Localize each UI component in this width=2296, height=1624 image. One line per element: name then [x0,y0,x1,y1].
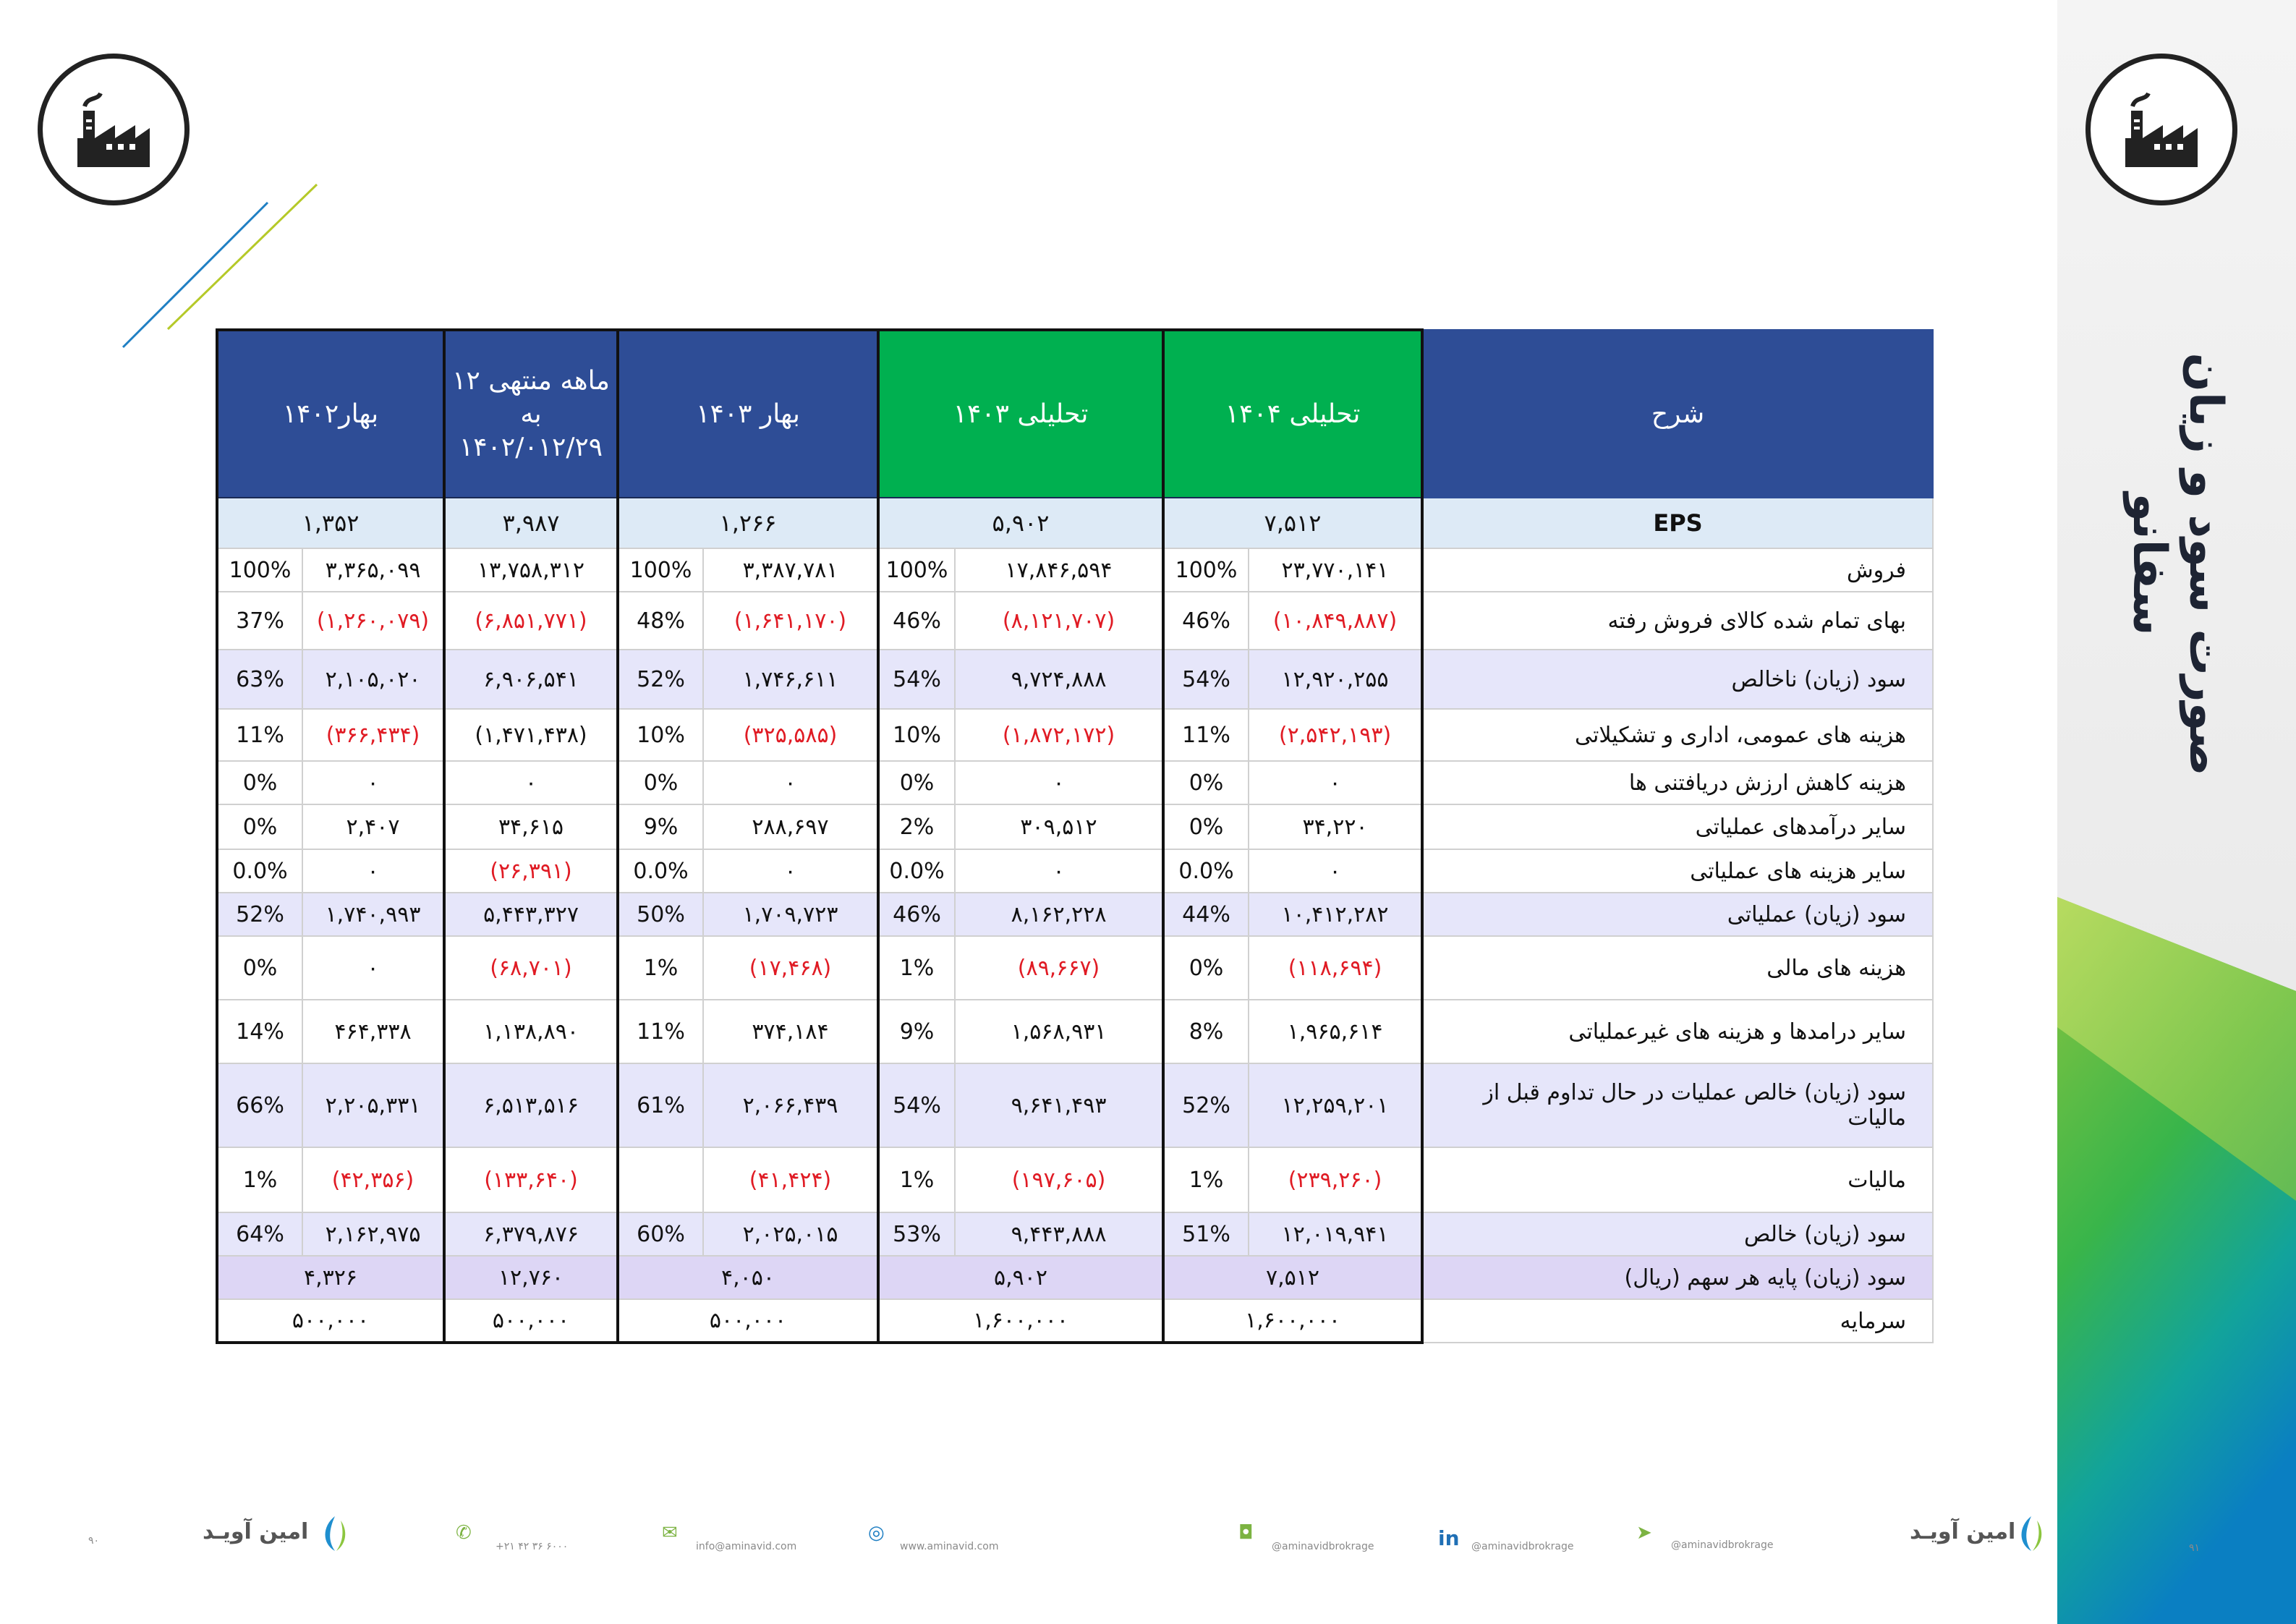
value-cell: ۳۷۴,۱۸۴ [703,1000,878,1063]
pct-cell: 51% [1163,1212,1249,1256]
value-cell: (۶۸,۷۰۱) [444,936,618,1000]
pct-cell: 66% [217,1063,302,1147]
value-cell: ۱۳,۷۵۸,۳۱۲ [444,548,618,592]
value-cell: (۴۱,۴۲۴) [703,1147,878,1212]
value-cell: ۰ [302,849,444,893]
pct-cell: 0.0% [217,849,302,893]
pct-cell: 0% [217,761,302,804]
pct-cell: 100% [1163,548,1249,592]
table-row [217,804,1933,849]
row-label: سود (زیان) پایه هر سهم (ریال) [1422,1256,1933,1299]
table-row [217,761,1933,804]
row-label: سود (زیان) عملیاتی [1422,893,1933,936]
value-cell: ۳۴,۶۱۵ [444,804,618,849]
pct-cell: 0.0% [1163,849,1249,893]
capital-cell: ۱,۶۰۰,۰۰۰ [1163,1299,1422,1343]
eps-rial-cell: ۵,۹۰۲ [878,1256,1163,1299]
table-row [217,849,1933,893]
value-cell: ۲,۲۰۵,۳۳۱ [302,1063,444,1147]
pct-cell: 0% [217,936,302,1000]
pct-cell: 44% [1163,893,1249,936]
eps-cell: ۵,۹۰۲ [878,498,1163,548]
pct-cell: 46% [878,592,955,650]
row-label: بهای تمام شده کالای فروش رفته [1422,592,1933,650]
telegram-icon: ➤ [1636,1522,1652,1544]
pct-cell: 8% [1163,1000,1249,1063]
value-cell: ۲,۱۶۲,۹۷۵ [302,1212,444,1256]
value-cell: (۱۰,۸۴۹,۸۸۷) [1249,592,1422,650]
pct-cell: 9% [618,804,703,849]
value-cell: ۶,۹۰۶,۵۴۱ [444,650,618,709]
eps-rial-cell: ۱۲,۷۶۰ [444,1256,618,1299]
factory-icon [2091,59,2232,200]
value-cell: ۱,۱۳۸,۸۹۰ [444,1000,618,1063]
table-row [217,1000,1933,1063]
pct-cell: 14% [217,1000,302,1063]
pct-cell: 48% [618,592,703,650]
header-description: شرح [1422,330,1933,498]
table-row [217,650,1933,709]
table-row [217,709,1933,761]
row-label: سود (زیان) خالص عملیات در حال تداوم قبل از مالیات [1422,1063,1933,1147]
value-cell: (۲۶,۳۹۱) [444,849,618,893]
brand-name-left: امین آویـد [203,1519,309,1544]
table-row-eps-rial [217,1256,1933,1299]
pct-cell: 0.0% [618,849,703,893]
value-cell: ۱,۹۶۵,۶۱۴ [1249,1000,1422,1063]
footer-email[interactable]: info@aminavid.com [696,1541,797,1552]
pct-cell: 37% [217,592,302,650]
value-cell: (۳۲۵,۵۸۵) [703,709,878,761]
row-label: سایر درآمدهای عملیاتی [1422,804,1933,849]
pct-cell: 100% [878,548,955,592]
value-cell: (۲۳۹,۲۶۰) [1249,1147,1422,1212]
side-title [2105,340,2250,788]
value-cell: ۸,۱۶۲,۲۲۸ [955,893,1163,936]
side-title-line2: سفانو [2122,493,2176,636]
eps-cell: ۱,۳۵۲ [217,498,444,548]
pct-cell: 64% [217,1212,302,1256]
footer-website[interactable]: www.aminavid.com [900,1541,999,1552]
pct-cell: 0% [217,804,302,849]
value-cell: ۲,۴۰۷ [302,804,444,849]
table-row [217,548,1933,592]
pct-cell: 54% [878,1063,955,1147]
side-title-line1: صورت سود و زیان [2179,352,2232,776]
value-cell: (۱۹۷,۶۰۵) [955,1147,1163,1212]
value-cell: ۲,۰۶۶,۴۳۹ [703,1063,878,1147]
row-label: هزینه کاهش ارزش دریافتنی ها [1422,761,1933,804]
value-cell: ۱,۷۴۶,۶۱۱ [703,650,878,709]
footer-instagram[interactable]: @aminavidbrokrage [1272,1541,1374,1552]
row-label: EPS [1422,498,1933,548]
table-row-eps [217,498,1933,548]
pct-cell: 52% [1163,1063,1249,1147]
capital-cell: ۵۰۰,۰۰۰ [217,1299,444,1343]
value-cell: (۱,۶۴۱,۱۷۰) [703,592,878,650]
value-cell: (۴۲,۳۵۶) [302,1147,444,1212]
value-cell: (۱۳۳,۶۴۰) [444,1147,618,1212]
row-label: سایر درامدها و هزینه های غیرعملیاتی [1422,1000,1933,1063]
pct-cell: 46% [1163,592,1249,650]
pct-cell: 1% [878,936,955,1000]
row-label: سایر هزینه های عملیاتی [1422,849,1933,893]
page-number-left: ۹۰ [88,1535,100,1547]
pct-cell: 52% [618,650,703,709]
row-label: مالیات [1422,1147,1933,1212]
table-row [217,592,1933,650]
value-cell: ۰ [955,761,1163,804]
income-statement-table [216,328,1931,1344]
linkedin-icon: in [1438,1526,1460,1550]
pct-cell: 1% [217,1147,302,1212]
eps-rial-cell: ۷,۵۱۲ [1163,1256,1422,1299]
pct-cell: 1% [878,1147,955,1212]
pct-cell [618,1147,703,1212]
row-label: سود (زیان) خالص [1422,1212,1933,1256]
footer-linkedin[interactable]: @aminavidbrokrage [1471,1541,1574,1552]
row-label: هزینه های مالی [1422,936,1933,1000]
value-cell: ۱,۵۶۸,۹۳۱ [955,1000,1163,1063]
pct-cell: 0% [1163,761,1249,804]
value-cell: (۱۷,۴۶۸) [703,936,878,1000]
value-cell: ۵,۴۴۳,۳۲۷ [444,893,618,936]
pct-cell: 0% [1163,804,1249,849]
value-cell: ۳۰۹,۵۱۲ [955,804,1163,849]
eps-cell: ۳,۹۸۷ [444,498,618,548]
value-cell: (۱,۴۷۱,۴۳۸) [444,709,618,761]
capital-cell: ۱,۶۰۰,۰۰۰ [878,1299,1163,1343]
brand-logo-left [315,1513,355,1554]
email-icon: ✉ [662,1522,678,1544]
pct-cell: 63% [217,650,302,709]
value-cell: ۲۸۸,۶۹۷ [703,804,878,849]
pct-cell: 54% [1163,650,1249,709]
pct-cell: 11% [618,1000,703,1063]
phone-icon: ✆ [456,1522,472,1544]
value-cell: ۱۲,۹۲۰,۲۵۵ [1249,650,1422,709]
value-cell: (۱۱۸,۶۹۴) [1249,936,1422,1000]
table-row-capital [217,1299,1933,1343]
pct-cell: 1% [1163,1147,1249,1212]
value-cell: ۹,۶۴۱,۴۹۳ [955,1063,1163,1147]
pct-cell: 1% [618,936,703,1000]
value-cell: ۱۰,۴۱۲,۲۸۲ [1249,893,1422,936]
value-cell: ۱۲,۲۵۹,۲۰۱ [1249,1063,1422,1147]
value-cell: ۰ [1249,849,1422,893]
table-row [217,936,1933,1000]
pct-cell: 0% [618,761,703,804]
value-cell: ۳۴,۲۲۰ [1249,804,1422,849]
eps-rial-cell: ۴,۰۵۰ [618,1256,878,1299]
pct-cell: 11% [217,709,302,761]
footer-phone: +۲۱ ۴۲ ۳۶ ۶۰۰۰ [496,1541,569,1552]
pct-cell: 2% [878,804,955,849]
footer-telegram[interactable]: @aminavidbrokrage [1671,1539,1774,1551]
value-cell: ۶,۳۷۹,۸۷۶ [444,1212,618,1256]
row-label: فروش [1422,548,1933,592]
pct-cell: 0.0% [878,849,955,893]
value-cell: ۰ [703,849,878,893]
value-cell: ۴۶۴,۳۳۸ [302,1000,444,1063]
table-row [217,1063,1933,1147]
pct-cell: 100% [217,548,302,592]
value-cell: ۹,۴۴۳,۸۸۸ [955,1212,1163,1256]
side-gradient-decoration [2057,897,2296,1624]
pct-cell: 9% [878,1000,955,1063]
value-cell: (۶,۸۵۱,۷۷۱) [444,592,618,650]
value-cell: (۲,۵۴۲,۱۹۳) [1249,709,1422,761]
factory-icon [43,59,184,200]
brand-name-right: امین آویـد [1910,1519,2016,1544]
pct-cell: 50% [618,893,703,936]
row-label: هزینه های عمومی، اداری و تشکیلاتی [1422,709,1933,761]
pct-cell: 52% [217,893,302,936]
value-cell: ۱۲,۰۱۹,۹۴۱ [1249,1212,1422,1256]
table-row [217,893,1933,936]
value-cell: ۰ [302,761,444,804]
value-cell: ۳,۳۸۷,۷۸۱ [703,548,878,592]
pct-cell: 0% [1163,936,1249,1000]
header-12-month: ۱۲ ماهه منتهی به ۱۴۰۲/۰۱۲/۲۹ [444,330,618,498]
value-cell: (۳۶۶,۴۳۴) [302,709,444,761]
value-cell: ۶,۵۱۳,۵۱۶ [444,1063,618,1147]
pct-cell: 60% [618,1212,703,1256]
pct-cell: 10% [618,709,703,761]
value-cell: ۱,۷۰۹,۷۲۳ [703,893,878,936]
value-cell: (۸,۱۲۱,۷۰۷) [955,592,1163,650]
header-spring-1403: بهار ۱۴۰۳ [618,330,878,498]
table-row [217,1212,1933,1256]
value-cell: ۲,۰۲۵,۰۱۵ [703,1212,878,1256]
pct-cell: 46% [878,893,955,936]
value-cell: (۱,۸۷۲,۱۷۲) [955,709,1163,761]
header-analytic-1403: تحلیلی ۱۴۰۳ [878,330,1163,498]
value-cell: (۸۹,۶۶۷) [955,936,1163,1000]
value-cell: ۰ [1249,761,1422,804]
value-cell: ۱۷,۸۴۶,۵۹۴ [955,548,1163,592]
value-cell: ۰ [703,761,878,804]
value-cell: ۲,۱۰۵,۰۲۰ [302,650,444,709]
pct-cell: 0% [878,761,955,804]
value-cell: (۱,۲۶۰,۰۷۹) [302,592,444,650]
capital-cell: ۵۰۰,۰۰۰ [618,1299,878,1343]
value-cell: ۰ [955,849,1163,893]
pct-cell: 61% [618,1063,703,1147]
pct-cell: 11% [1163,709,1249,761]
table-row [217,1147,1933,1212]
value-cell: ۰ [302,936,444,1000]
header-spring-1402: بهار۱۴۰۲ [217,330,444,498]
mouse-icon: ◎ [868,1522,885,1544]
value-cell: ۳,۳۶۵,۰۹۹ [302,548,444,592]
value-cell: ۰ [444,761,618,804]
pct-cell: 54% [878,650,955,709]
value-cell: ۲۳,۷۷۰,۱۴۱ [1249,548,1422,592]
instagram-icon: ◘ [1238,1522,1254,1544]
eps-cell: ۷,۵۱۲ [1163,498,1422,548]
header-analytic-1404: تحلیلی ۱۴۰۴ [1163,330,1422,498]
page-number-right: ۹۱ [2189,1542,2201,1554]
pct-cell: 53% [878,1212,955,1256]
value-cell: ۹,۷۲۴,۸۸۸ [955,650,1163,709]
eps-rial-cell: ۴,۳۲۶ [217,1256,444,1299]
row-label: سود (زیان) ناخالص [1422,650,1933,709]
capital-cell: ۵۰۰,۰۰۰ [444,1299,618,1343]
factory-logo-right [2085,54,2237,205]
pct-cell: 10% [878,709,955,761]
brand-logo-right [2011,1513,2051,1554]
row-label: سرمایه [1422,1299,1933,1343]
pct-cell: 100% [618,548,703,592]
value-cell: ۱,۷۴۰,۹۹۳ [302,893,444,936]
eps-cell: ۱,۲۶۶ [618,498,878,548]
